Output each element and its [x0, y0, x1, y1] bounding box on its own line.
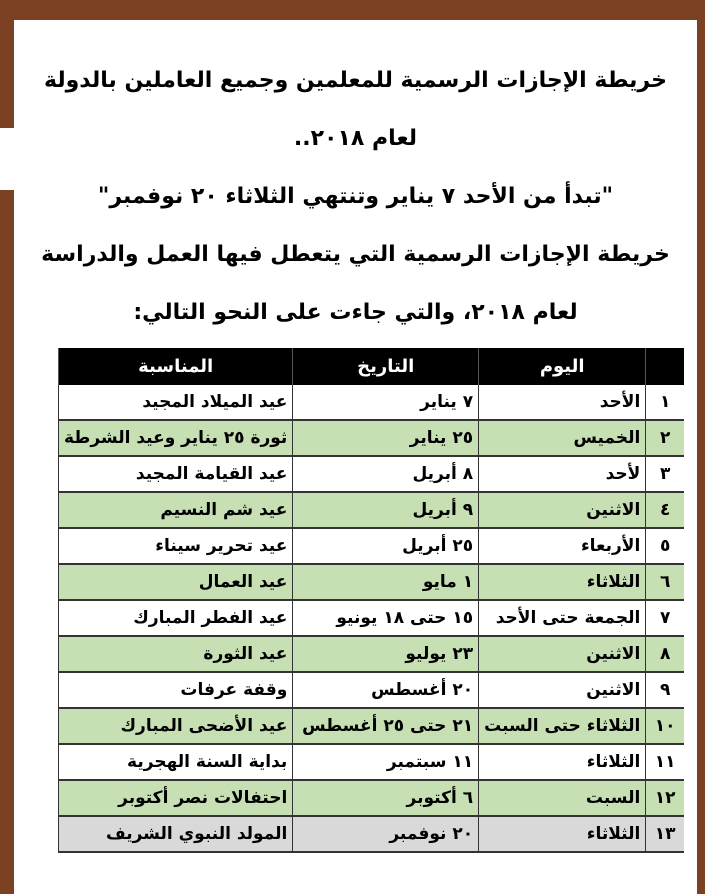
cell-day: الأحد — [479, 385, 646, 420]
cell-num: ١ — [646, 385, 684, 420]
table-row — [59, 600, 685, 636]
cell-num: ٩ — [646, 672, 684, 708]
table-row — [59, 744, 685, 780]
cell-occasion: عيد الميلاد المجيد — [59, 385, 293, 420]
cell-date: ١٥ حتى ١٨ يونيو — [293, 600, 479, 636]
cell-occasion: عيد شم النسيم — [59, 492, 293, 528]
cell-occasion: عيد القيامة المجيد — [59, 456, 293, 492]
table-row — [59, 816, 685, 852]
table-row — [59, 385, 685, 420]
cell-date: ٢٠ أغسطس — [293, 672, 479, 708]
cell-day: الاثنين — [479, 672, 646, 708]
header-day: اليوم — [479, 348, 646, 385]
frame-border-top — [0, 0, 705, 20]
cell-occasion: عيد الثورة — [59, 636, 293, 672]
cell-occasion: عيد الفطر المبارك — [59, 600, 293, 636]
cell-date: ٢١ حتى ٢٥ أغسطس — [293, 708, 479, 744]
cell-date: ٢٣ يوليو — [293, 636, 479, 672]
cell-occasion: بداية السنة الهجرية — [59, 744, 293, 780]
cell-day: الجمعة حتى الأحد — [479, 600, 646, 636]
table-row — [59, 492, 685, 528]
cell-day: الثلاثاء حتى السبت — [479, 708, 646, 744]
title-line-4: خريطة الإجازات الرسمية التي يتعطل فيها العمل والدراسة — [41, 242, 670, 267]
table-row — [59, 528, 685, 564]
header-date: التاريخ — [293, 348, 479, 385]
title-line-3: "تبدأ من الأحد ٧ يناير وتنتهي الثلاثاء ٢٠ نوفمبر" — [97, 184, 614, 209]
cell-day: السبت — [479, 780, 646, 816]
cell-occasion: ثورة ٢٥ يناير وعيد الشرطة — [59, 420, 293, 456]
cell-date: ١١ سبتمبر — [293, 744, 479, 780]
title-line-2: لعام ٢٠١٨.. — [293, 126, 418, 151]
cell-day: الخميس — [479, 420, 646, 456]
cell-occasion: عيد تحرير سيناء — [59, 528, 293, 564]
title-line-5: لعام ٢٠١٨، والتي جاءت على النحو التالي: — [133, 300, 578, 325]
cell-date: ٨ أبريل — [293, 456, 479, 492]
cell-date: ٢٥ أبريل — [293, 528, 479, 564]
document-heading — [14, 52, 697, 342]
cell-date: ٧ يناير — [293, 385, 479, 420]
table-row — [59, 456, 685, 492]
cell-num: ٦ — [646, 564, 684, 600]
title-line-1: خريطة الإجازات الرسمية للمعلمين وجميع العاملين بالدولة — [44, 68, 667, 93]
cell-day: الثلاثاء — [479, 744, 646, 780]
cell-date: ٢٠ نوفمبر — [293, 816, 479, 852]
cell-day: الاثنين — [479, 492, 646, 528]
frame-border-right — [697, 0, 705, 894]
cell-date: ٢٥ يناير — [293, 420, 479, 456]
cell-num: ٣ — [646, 456, 684, 492]
table-header-row — [59, 348, 685, 385]
cell-num: ١٠ — [646, 708, 684, 744]
header-num — [646, 348, 684, 385]
cell-num: ٥ — [646, 528, 684, 564]
cell-num: ١٢ — [646, 780, 684, 816]
cell-day: الثلاثاء — [479, 564, 646, 600]
cell-day: الثلاثاء — [479, 816, 646, 852]
cell-num: ٢ — [646, 420, 684, 456]
table-row — [59, 636, 685, 672]
cell-date: ٩ أبريل — [293, 492, 479, 528]
cell-num: ٤ — [646, 492, 684, 528]
cell-occasion: عيد العمال — [59, 564, 293, 600]
table-row — [59, 672, 685, 708]
cell-occasion: وقفة عرفات — [59, 672, 293, 708]
cell-num: ١٣ — [646, 816, 684, 852]
cell-num: ١١ — [646, 744, 684, 780]
holidays-table — [58, 348, 684, 853]
cell-num: ٨ — [646, 636, 684, 672]
cell-date: ٦ أكتوبر — [293, 780, 479, 816]
cell-occasion: عيد الأضحى المبارك — [59, 708, 293, 744]
cell-day: لأحد — [479, 456, 646, 492]
table-row — [59, 564, 685, 600]
cell-day: الأربعاء — [479, 528, 646, 564]
cell-num: ٧ — [646, 600, 684, 636]
cell-date: ١ مايو — [293, 564, 479, 600]
header-occasion: المناسبة — [59, 348, 293, 385]
cell-day: الاثنين — [479, 636, 646, 672]
table-row — [59, 420, 685, 456]
table-row — [59, 780, 685, 816]
cell-occasion: احتفالات نصر أكتوبر — [59, 780, 293, 816]
table-row — [59, 708, 685, 744]
cell-occasion: المولد النبوي الشريف — [59, 816, 293, 852]
